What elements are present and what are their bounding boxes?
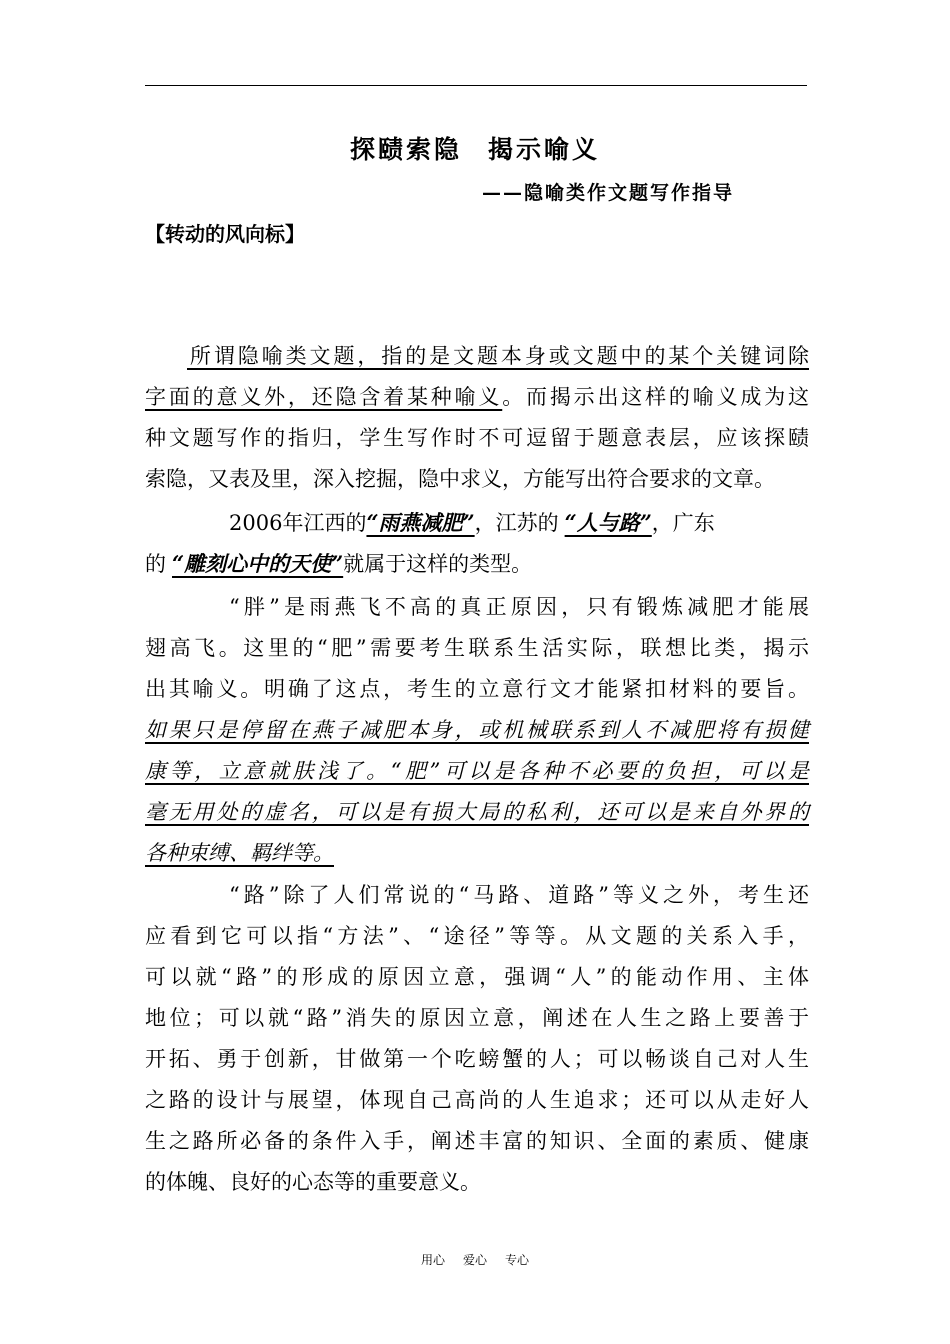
page-title [0, 130, 950, 166]
p1-line-2 [145, 384, 809, 410]
p1-line-3: 种文题写作的指归，学生写作时不可逗留于题意表层，应该探赜 [145, 426, 809, 450]
p1-line-2-rest: 。而揭示出这样的喻义成为这 [502, 385, 810, 409]
p1-line-4: 索隐，又表及里，深入挖掘，隐中求义，方能写出符合要求的文章。 [145, 467, 775, 491]
p4-line-6: 之路的设计与展望，体现自己高尚的人生追求；还可以从走好人 [145, 1088, 809, 1112]
p1-line-1 [145, 343, 809, 369]
p3-line-7 [145, 840, 809, 866]
p4-line-2: 应看到它可以指“方法”、“途径”等等。从文题的关系入手， [145, 924, 809, 948]
p3-line-6: 毫无用处的虚名，可以是有损大局的私利，还可以是来自外界的 [145, 800, 809, 824]
title-part-2: 揭示喻义 [488, 135, 601, 164]
footer-text-3: 专心 [505, 1253, 530, 1267]
p4-line-4: 地位；可以就“路”消失的原因立意，阐述在人生之路上要善于 [145, 1006, 809, 1030]
p3-line-3: 出其喻义。明确了这点，考生的立意行文才能紧扣材料的要旨。 [145, 677, 809, 701]
p1-line-2-underlined: 字面的意义外，还隐含着某种喻义 [145, 385, 503, 409]
p1-line-1-text: 所谓隐喻类文题，指的是文题本身或文题中的某个关键词除 [187, 344, 809, 368]
page-footer [0, 1251, 950, 1268]
page-subtitle: ——隐喻类作文题写作指导 [482, 182, 735, 204]
p2-text-h: 就属于这样的类型。 [343, 552, 533, 576]
p2-line-2 [145, 551, 809, 577]
p3-line-7-text: 各种束缚、羁绊等。 [145, 841, 334, 865]
p3-line-5: 康等，立意就肤浅了。“肥”可以是各种不必要的负担，可以是 [145, 759, 809, 783]
p2-text-f: 的 [145, 552, 166, 576]
p3-line-1 [145, 594, 809, 620]
p4-line-1-text: “路”除了人们常说的“马路、道路”等义之外，考生还 [229, 883, 809, 907]
p2-text-c: ，江苏的 [474, 511, 559, 535]
header-rule [145, 85, 807, 86]
p4-line-1 [145, 882, 809, 908]
p2-text-e: ，广东 [651, 511, 715, 535]
p4-line-7: 生之路所必备的条件入手，阐述丰富的知识、全面的素质、健康 [145, 1129, 809, 1153]
p2-text-a: 2006年江西的 [229, 511, 367, 535]
p4-line-8: 的体魄、良好的心态等的重要意义。 [145, 1170, 481, 1194]
footer-text-1: 用心 [420, 1253, 445, 1267]
p4-line-3: 可以就“路”的形成的原因立意，强调“人”的能动作用、主体 [145, 965, 809, 989]
footer-text-2: 爱心 [462, 1253, 487, 1267]
p3-line-2: 翅高飞。这里的“肥”需要考生联系生活实际，联想比类，揭示 [145, 636, 809, 660]
p2-topic-jiangxi: “雨燕减肥” [366, 510, 475, 535]
title-part-1: 探赜索隐 [349, 135, 462, 164]
p2-line-1 [145, 510, 809, 536]
p3-line-4: 如果只是停留在燕子减肥本身，或机械联系到人不减肥将有损健 [145, 718, 809, 742]
p3-line-1-text: “胖”是雨燕飞不高的真正原因，只有锻炼减肥才能展 [229, 595, 809, 619]
p4-line-5: 开拓、勇于创新，甘做第一个吃螃蟹的人；可以畅谈自己对人生 [145, 1047, 809, 1071]
p2-topic-guangdong: “雕刻心中的天使” [172, 551, 344, 576]
p2-topic-jiangsu: “人与路” [564, 510, 652, 535]
section-heading: 【转动的风向标】 [145, 222, 305, 246]
